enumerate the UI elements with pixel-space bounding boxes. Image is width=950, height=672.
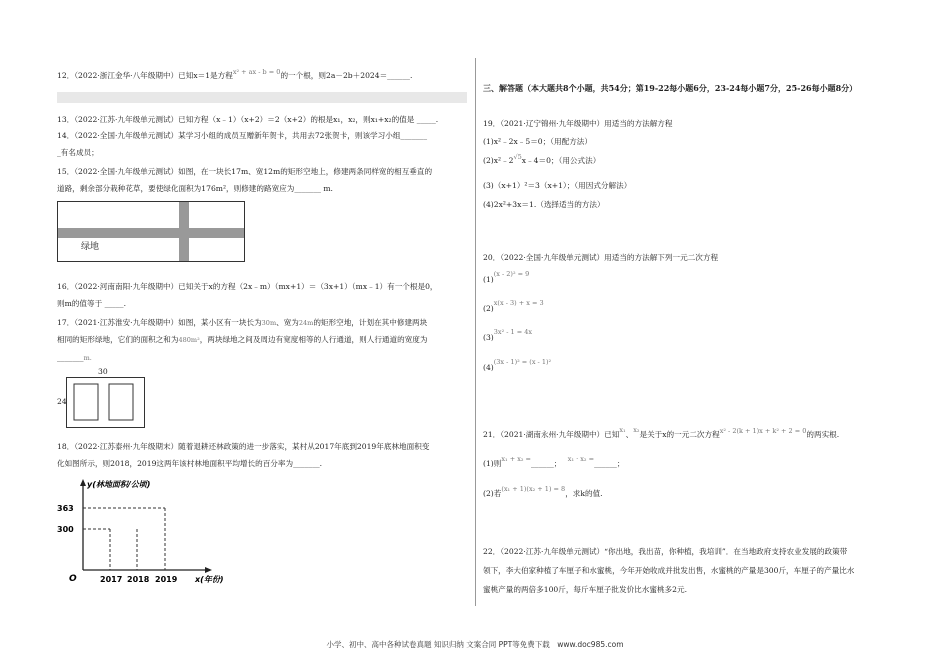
x-tick-label: 2019 bbox=[155, 575, 178, 584]
question-14-line2: _有名成员； bbox=[57, 148, 99, 157]
page-footer: 小学、初中、高中各种试卷真题 知识归纳 文案合同 PPT等免费下载 www.doc985.com bbox=[326, 640, 624, 649]
question-20-3: (3)3x² - 1 = 4x bbox=[483, 328, 533, 342]
question-14-line1: 14．（2022·全国·九年级单元测试）某学习小组的成员互赠新年贺卡，共用去72张贺卡，则该学习小组_______ bbox=[57, 131, 428, 140]
question-21: 21．（2021·湖南永州·九年级期中）已知x₁、x₂是关于x的一元二次方程x² - 2(k + 1)x + k² + 2 = 0的两实根. bbox=[483, 426, 840, 439]
question-13: 13．（2022·江苏·九年级单元测试）已知方程（x﹣1）（x+2）＝2（x+2）的根是x₁，x₂，则x₁+x₂的值是 _____. bbox=[57, 115, 439, 124]
question-19-2: (2)x²﹣2√5x﹣4＝0；（用公式法） bbox=[483, 153, 601, 165]
x-tick-label: 2018 bbox=[127, 575, 150, 584]
question-19-4: (4)2x²+3x＝1.（选择适当的方法） bbox=[483, 200, 605, 209]
question-19: 19．（2021·辽宁锦州·九年级期中）用适当的方法解方程 bbox=[483, 119, 673, 128]
question-21-2: (2)若(x₁ + 1)(x₂ + 1) = 8，求k的值. bbox=[483, 485, 603, 498]
question-20-1: (1)(x - 2)² = 9 bbox=[483, 270, 530, 284]
figure-15-field bbox=[57, 201, 247, 263]
section-3-heading: 三、解答题（本大题共8个小题，共54分；第19-22每小题6分，23-24每小题7分，25-26每小题8分） bbox=[483, 83, 858, 93]
question-19-1: (1)x²﹣2x﹣5＝0；（用配方法） bbox=[483, 137, 592, 146]
figure-17-width-label: 30 bbox=[98, 367, 108, 376]
question-18-line1: 18．（2022·江苏泰州·九年级期末）随着退耕还林政策的进一步落实，某村从2017年底到2019年底林地面积变 bbox=[57, 442, 430, 451]
y-tick-label: 300 bbox=[57, 525, 74, 534]
question-15-line2: 道路，剩余部分栽种花草，要使绿化面积为176m²，则修建的路宽应为_______ m. bbox=[57, 184, 333, 193]
forest-area-chart bbox=[55, 476, 245, 588]
question-20-4: (4)(3x - 1)² = (x - 1)² bbox=[483, 358, 552, 372]
question-20-2: (2)x(x - 3) + x = 3 bbox=[483, 299, 544, 313]
y-tick-label: 363 bbox=[57, 504, 74, 513]
question-16-line2: 则m的值等于 _____. bbox=[57, 299, 126, 308]
question-16-line1: 16．（2022·河南南阳·九年级期中）已知关于x的方程（2x﹣m）（mx+1）＝（3x+1）（mx﹣1）有一个根是0， bbox=[57, 282, 438, 291]
x-axis-arrow bbox=[205, 567, 212, 573]
question-17-line1: 17．（2021·江苏淮安·九年级期中）如图，某小区有一块长为30m、宽为24m的矩形空地，计划在其中修建两块 bbox=[57, 318, 428, 327]
x-tick-label: 2017 bbox=[100, 575, 123, 584]
x-axis-label: x(年份) bbox=[195, 575, 224, 584]
question-12: 12．（2022·浙江金华·八年级期中）已知x＝1是方程x² + ax - b = 0的一个根，则2a－2b＋2024＝______. bbox=[57, 68, 413, 80]
question-17-line3: _______m. bbox=[57, 353, 92, 362]
question-21-1: (1)则x₁ + x₂ =______； x₁ · x₂ =______； bbox=[483, 455, 625, 468]
column-divider bbox=[475, 58, 476, 606]
figure-17-height-label: 24 bbox=[57, 397, 67, 406]
question-19-3: (3)（x+1）²＝3（x+1）；（用因式分解法） bbox=[483, 181, 632, 190]
question-20: 20．（2022·全国·九年级单元测试）用适当的方法解下列一元二次方程 bbox=[483, 253, 719, 262]
question-22-line3: 蜜桃产量的两倍多100斤，每斤车厘子批发价比水蜜桃多2元. bbox=[483, 585, 687, 594]
question-17-line2: 相同的矩形绿地，它们的面积之和为480m²，两块绿地之间及周边有宽度相等的人行通道，则人行通道的宽度为 bbox=[57, 335, 428, 344]
y-axis-label: y(林地面积/公顷) bbox=[87, 480, 151, 489]
figure-17-plot bbox=[66, 377, 146, 429]
question-18-line2: 化如图所示，则2018，2019这两年该村林地面积平均增长的百分率为_______. bbox=[57, 459, 323, 468]
figure-15-label: 绿地 bbox=[81, 242, 100, 252]
question-22-line2: 领下，李大伯家种植了车厘子和水蜜桃，今年开始收成并批发出售，水蜜桃的产量是300斤，车厘子的产量比水 bbox=[483, 566, 855, 575]
origin-label: O bbox=[69, 574, 77, 584]
highlight-band bbox=[57, 92, 467, 103]
question-22-line1: 22．（2022·江苏·九年级单元测试）“你出地，我出苗，你种植，我培训”．在当地政府支持农业发展的政策带 bbox=[483, 547, 848, 556]
y-axis-arrow bbox=[80, 479, 86, 486]
question-15-line1: 15．（2022·全国·九年级单元测试）如图，在一块长17m、宽12m的矩形空地上，修建两条同样宽的相互垂直的 bbox=[57, 167, 433, 176]
